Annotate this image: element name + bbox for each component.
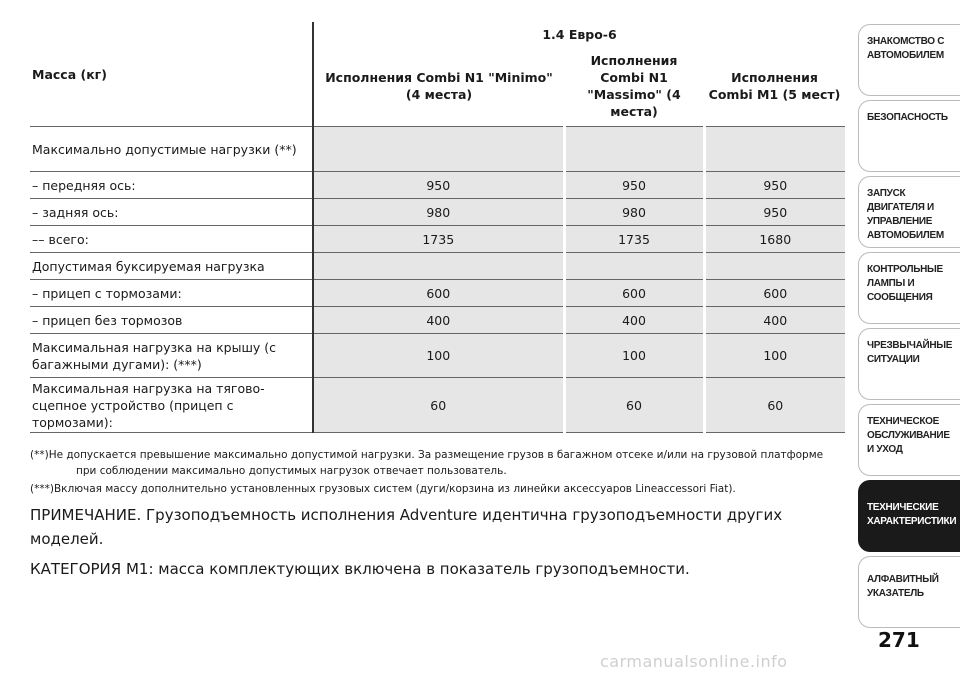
engine-header: 1.4 Евро-6 <box>313 22 845 46</box>
tab-index[interactable]: АЛФАВИТНЫЙ УКАЗАТЕЛЬ <box>858 556 960 628</box>
category-note: КАТЕГОРИЯ M1: масса комплектующих включена в показатель грузоподъемности. <box>30 560 690 578</box>
row-label: Максимальная нагрузка на крышу (с багажными дугами): (***) <box>30 334 313 378</box>
tab-maintenance[interactable]: ТЕХНИЧЕСКОЕ ОБСЛУЖИВАНИЕ И УХОД <box>858 404 960 476</box>
cell-value <box>313 253 564 280</box>
tab-introduction[interactable]: ЗНАКОМСТВО С АВТОМОБИЛЕМ <box>858 24 960 96</box>
cell-value: 950 <box>704 199 845 226</box>
column-header-m1: Исполнения Combi M1 (5 мест) <box>708 70 841 102</box>
tab-emergency[interactable]: ЧРЕЗВЫЧАЙНЫЕ СИТУАЦИИ <box>858 328 960 400</box>
row-label: Допустимая буксируемая нагрузка <box>30 253 313 280</box>
cell-value: 100 <box>704 334 845 378</box>
row-label: –– всего: <box>30 226 313 253</box>
row-label: – прицеп с тормозами: <box>30 280 313 307</box>
cell-value: 100 <box>313 334 564 378</box>
cell-value <box>704 127 845 172</box>
cell-value: 60 <box>704 378 845 433</box>
tab-warning-lights[interactable]: КОНТРОЛЬНЫЕ ЛАМПЫ И СООБЩЕНИЯ <box>858 252 960 324</box>
tab-safety[interactable]: БЕЗОПАСНОСТЬ <box>858 100 960 172</box>
cell-value: 980 <box>313 199 564 226</box>
table-row <box>30 172 845 199</box>
cell-value <box>564 127 704 172</box>
table-row <box>30 334 845 378</box>
row-label: – передняя ось: <box>30 172 313 199</box>
cell-value: 600 <box>313 280 564 307</box>
adventure-note: ПРИМЕЧАНИЕ. Грузоподъемность исполнения Adventure идентична грузоподъемности других моделей. <box>30 506 783 548</box>
cell-value <box>313 127 564 172</box>
row-label: – задняя ось: <box>30 199 313 226</box>
cell-value <box>704 253 845 280</box>
column-header-massimo: Исполнения Combi N1 "Massimo" (4 места) <box>587 53 681 119</box>
mass-header: Масса (кг) <box>32 66 107 82</box>
table-row <box>30 226 845 253</box>
cell-value: 600 <box>704 280 845 307</box>
table-row <box>30 280 845 307</box>
footnote-double-asterisk: (**)Не допускается превышение максимально допустимой нагрузки. За размещение грузов в багажном отсеке и/или на грузовой платформе при соблюдении максимально допустимых нагрузок отвечает пользователь. <box>30 449 824 477</box>
watermark: carmanualsonline.info <box>600 652 788 671</box>
table-row <box>30 199 845 226</box>
row-label: Максимально допустимые нагрузки (**) <box>30 127 313 172</box>
cell-value: 400 <box>564 307 704 334</box>
cell-value: 950 <box>704 172 845 199</box>
table-row <box>30 127 845 172</box>
tab-technical-data[interactable]: ТЕХНИЧЕСКИЕ ХАРАКТЕРИСТИКИ <box>858 480 960 552</box>
column-header-minimo: Исполнения Combi N1 "Minimo" (4 места) <box>313 46 564 127</box>
cell-value: 400 <box>313 307 564 334</box>
table-row <box>30 307 845 334</box>
cell-value: 950 <box>313 172 564 199</box>
cell-value: 60 <box>564 378 704 433</box>
table-row <box>30 253 845 280</box>
cell-value: 980 <box>564 199 704 226</box>
cell-value: 1735 <box>313 226 564 253</box>
cell-value <box>564 253 704 280</box>
footnote-triple-asterisk: (***)Включая массу дополнительно установленных грузовых систем (дуги/корзина из линейки аксессуаров Lineaccessori Fiat). <box>30 483 736 495</box>
cell-value: 100 <box>564 334 704 378</box>
cell-value: 1735 <box>564 226 704 253</box>
tab-starting-driving[interactable]: ЗАПУСК ДВИГАТЕЛЯ И УПРАВЛЕНИЕ АВТОМОБИЛЕМ <box>858 176 960 248</box>
cell-value: 400 <box>704 307 845 334</box>
row-label: Максимальная нагрузка на тягово-сцепное устройство (прицеп с тормозами): <box>30 378 313 433</box>
cell-value: 950 <box>564 172 704 199</box>
row-label: – прицеп без тормозов <box>30 307 313 334</box>
cell-value: 1680 <box>704 226 845 253</box>
table-row <box>30 378 845 433</box>
cell-value: 600 <box>564 280 704 307</box>
notes-section <box>30 447 845 581</box>
mass-spec-table <box>30 22 845 433</box>
page-number: 271 <box>878 628 920 652</box>
cell-value: 60 <box>313 378 564 433</box>
